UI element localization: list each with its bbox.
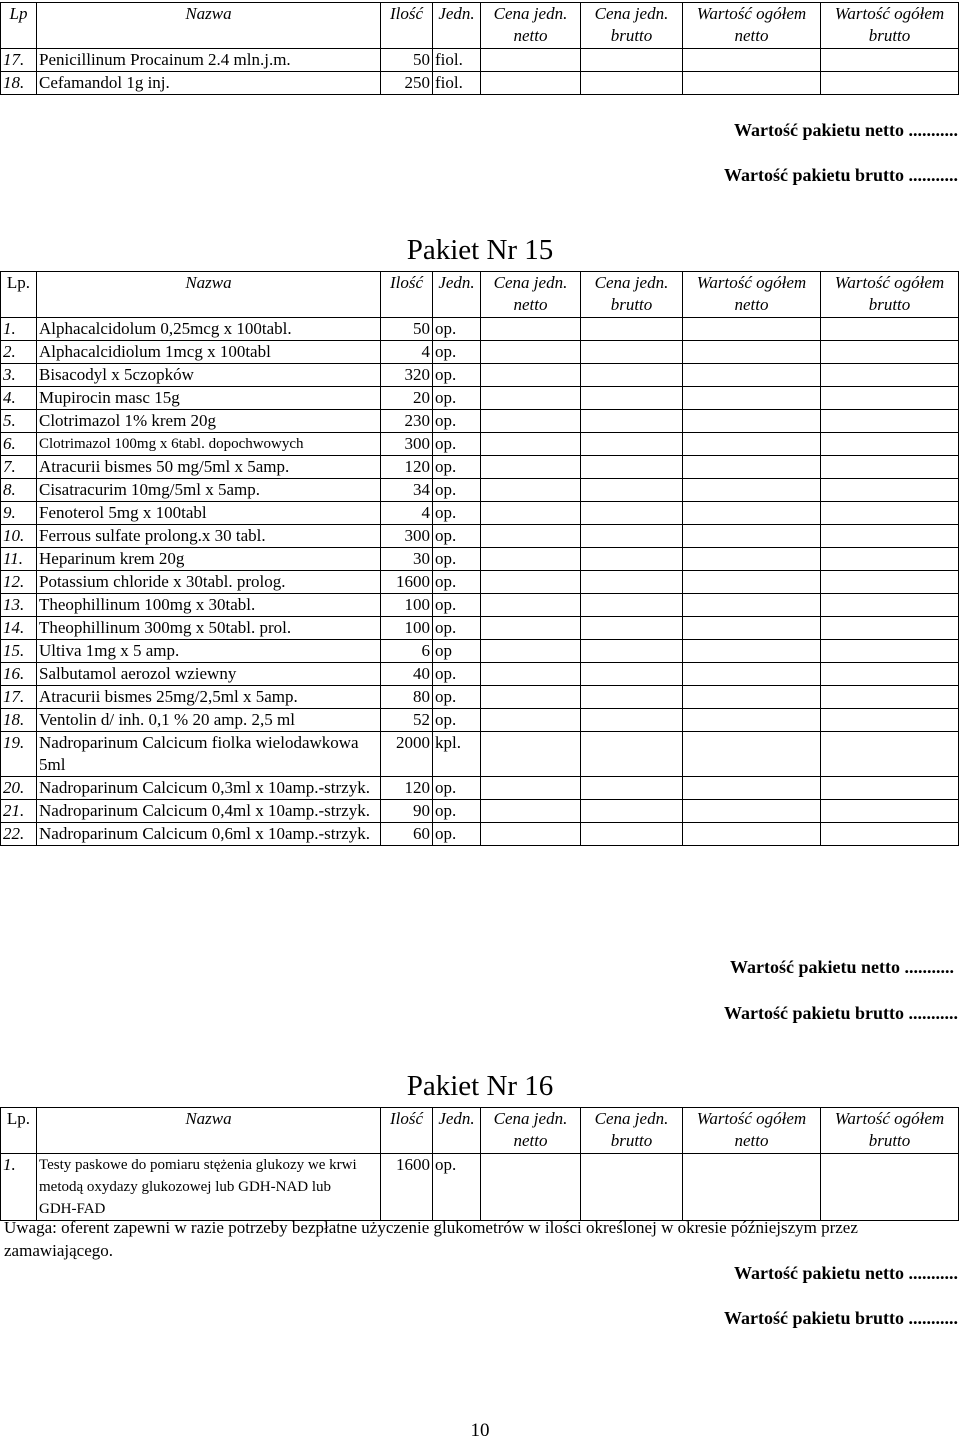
row-cena-netto — [481, 617, 581, 640]
table-row — [1, 800, 959, 823]
row-cena-netto — [481, 525, 581, 548]
row-nazwa: Nadroparinum Calcicum 0,4ml x 10amp.-strzyk. — [37, 800, 381, 823]
row-wartosc-netto — [683, 49, 821, 72]
header-lp: Lp — [1, 3, 37, 49]
row-wartosc-netto — [683, 777, 821, 800]
row-nazwa: Heparinum krem 20g — [37, 548, 381, 571]
pakiet15-title: Pakiet Nr 15 — [406, 234, 554, 266]
row-cena-brutto — [581, 479, 683, 502]
row-wartosc-brutto — [821, 548, 959, 571]
row-nazwa: Ultiva 1mg x 5 amp. — [37, 640, 381, 663]
table-row — [1, 686, 959, 709]
row-jedn: op. — [433, 800, 481, 823]
row-wartosc-netto — [683, 663, 821, 686]
header-ilosc: Ilość — [381, 1108, 433, 1154]
row-wartosc-brutto — [821, 49, 959, 72]
row-wartosc-brutto — [821, 732, 959, 777]
row-wartosc-brutto — [821, 479, 959, 502]
pakiet14-sum-netto: Wartość pakietu netto ........... — [734, 120, 958, 140]
row-wartosc-netto — [683, 548, 821, 571]
row-cena-brutto — [581, 594, 683, 617]
row-cena-netto — [481, 548, 581, 571]
row-ilosc: 4 — [381, 341, 433, 364]
row-wartosc-brutto — [821, 686, 959, 709]
header-cena-brutto: Cena jedn. brutto — [581, 3, 683, 49]
header-wartosc-netto: Wartość ogółem netto — [683, 1108, 821, 1154]
table-row — [1, 709, 959, 732]
row-jedn: op. — [433, 709, 481, 732]
row-cena-netto — [481, 800, 581, 823]
pakiet15-sum-brutto: Wartość pakietu brutto ........... — [724, 1003, 958, 1023]
row-wartosc-brutto — [821, 594, 959, 617]
row-lp: 1. — [1, 318, 37, 341]
row-jedn: fiol. — [433, 49, 481, 72]
row-lp: 11. — [1, 548, 37, 571]
row-cena-brutto — [581, 640, 683, 663]
table-row — [1, 617, 959, 640]
row-cena-brutto — [581, 72, 683, 95]
row-nazwa: Theophillinum 100mg x 30tabl. — [37, 594, 381, 617]
row-ilosc: 50 — [381, 49, 433, 72]
row-lp: 2. — [1, 341, 37, 364]
row-jedn: op. — [433, 594, 481, 617]
header-cena-netto: Cena jedn. netto — [481, 3, 581, 49]
row-nazwa: Fenoterol 5mg x 100tabl — [37, 502, 381, 525]
row-jedn: kpl. — [433, 732, 481, 777]
pakiet16-sum-brutto: Wartość pakietu brutto ........... — [724, 1308, 958, 1328]
row-lp: 3. — [1, 364, 37, 387]
row-wartosc-netto — [683, 72, 821, 95]
header-wartosc-brutto: Wartość ogółem brutto — [821, 272, 959, 318]
table-row — [1, 318, 959, 341]
row-cena-brutto — [581, 387, 683, 410]
row-lp: 5. — [1, 410, 37, 433]
row-wartosc-netto — [683, 800, 821, 823]
row-wartosc-netto — [683, 732, 821, 777]
page-number: 10 — [470, 1420, 490, 1441]
header-nazwa: Nazwa — [37, 1108, 381, 1154]
row-nazwa: Atracurii bismes 25mg/2,5ml x 5amp. — [37, 686, 381, 709]
row-wartosc-brutto — [821, 571, 959, 594]
row-cena-netto — [481, 1154, 581, 1221]
row-jedn: fiol. — [433, 72, 481, 95]
row-nazwa: Clotrimazol 1% krem 20g — [37, 410, 381, 433]
header-cena-brutto: Cena jedn. brutto — [581, 272, 683, 318]
row-ilosc: 100 — [381, 594, 433, 617]
row-wartosc-netto — [683, 502, 821, 525]
row-ilosc: 90 — [381, 800, 433, 823]
row-lp: 9. — [1, 502, 37, 525]
header-wartosc-netto: Wartość ogółem netto — [683, 3, 821, 49]
row-wartosc-brutto — [821, 663, 959, 686]
header-cena-netto: Cena jedn. netto — [481, 272, 581, 318]
row-cena-brutto — [581, 49, 683, 72]
row-nazwa: Mupirocin masc 15g — [37, 387, 381, 410]
row-nazwa: Alphacalcidiolum 1mcg x 100tabl — [37, 341, 381, 364]
row-wartosc-netto — [683, 1154, 821, 1221]
row-ilosc: 300 — [381, 525, 433, 548]
header-lp: Lp. — [1, 1108, 37, 1154]
row-ilosc: 30 — [381, 548, 433, 571]
row-ilosc: 2000 — [381, 732, 433, 777]
row-cena-brutto — [581, 1154, 683, 1221]
row-wartosc-brutto — [821, 387, 959, 410]
row-cena-brutto — [581, 571, 683, 594]
row-cena-brutto — [581, 732, 683, 777]
row-wartosc-netto — [683, 594, 821, 617]
row-nazwa: Nadroparinum Calcicum 0,6ml x 10amp.-strzyk. — [37, 823, 381, 846]
row-lp: 18. — [1, 72, 37, 95]
row-cena-netto — [481, 456, 581, 479]
row-cena-brutto — [581, 502, 683, 525]
row-jedn: op. — [433, 387, 481, 410]
row-lp: 7. — [1, 456, 37, 479]
row-jedn: op. — [433, 525, 481, 548]
row-jedn: op. — [433, 548, 481, 571]
row-lp: 19. — [1, 732, 37, 777]
row-ilosc: 6 — [381, 640, 433, 663]
row-wartosc-brutto — [821, 72, 959, 95]
row-ilosc: 4 — [381, 502, 433, 525]
row-cena-brutto — [581, 777, 683, 800]
table-row — [1, 548, 959, 571]
table-pakiet-14 — [0, 2, 959, 95]
row-jedn: op. — [433, 823, 481, 846]
row-cena-netto — [481, 640, 581, 663]
row-jedn: op. — [433, 1154, 481, 1221]
row-cena-netto — [481, 364, 581, 387]
row-ilosc: 34 — [381, 479, 433, 502]
table-row — [1, 732, 959, 777]
row-cena-netto — [481, 341, 581, 364]
row-wartosc-netto — [683, 525, 821, 548]
header-ilosc: Ilość — [381, 3, 433, 49]
row-wartosc-brutto — [821, 617, 959, 640]
row-lp: 20. — [1, 777, 37, 800]
table-row — [1, 49, 959, 72]
row-wartosc-netto — [683, 387, 821, 410]
row-ilosc: 40 — [381, 663, 433, 686]
row-wartosc-netto — [683, 640, 821, 663]
row-cena-netto — [481, 479, 581, 502]
pakiet16-sum-netto: Wartość pakietu netto ........... — [734, 1263, 958, 1283]
row-cena-brutto — [581, 548, 683, 571]
row-wartosc-netto — [683, 433, 821, 456]
row-wartosc-netto — [683, 479, 821, 502]
table-row — [1, 1154, 959, 1221]
row-wartosc-netto — [683, 341, 821, 364]
row-cena-brutto — [581, 364, 683, 387]
header-wartosc-netto: Wartość ogółem netto — [683, 272, 821, 318]
row-wartosc-brutto — [821, 410, 959, 433]
row-cena-netto — [481, 72, 581, 95]
row-lp: 22. — [1, 823, 37, 846]
row-jedn: op. — [433, 571, 481, 594]
row-jedn: op. — [433, 502, 481, 525]
row-ilosc: 1600 — [381, 571, 433, 594]
row-ilosc: 60 — [381, 823, 433, 846]
row-jedn: op. — [433, 617, 481, 640]
row-wartosc-brutto — [821, 709, 959, 732]
header-cena-brutto: Cena jedn. brutto — [581, 1108, 683, 1154]
row-nazwa: Alphacalcidolum 0,25mcg x 100tabl. — [37, 318, 381, 341]
row-nazwa: Penicillinum Procainum 2.4 mln.j.m. — [37, 49, 381, 72]
row-nazwa: Theophillinum 300mg x 50tabl. prol. — [37, 617, 381, 640]
header-cena-netto: Cena jedn. netto — [481, 1108, 581, 1154]
row-lp: 4. — [1, 387, 37, 410]
row-cena-netto — [481, 663, 581, 686]
row-jedn: op. — [433, 433, 481, 456]
header-wartosc-brutto: Wartość ogółem brutto — [821, 3, 959, 49]
row-lp: 14. — [1, 617, 37, 640]
row-ilosc: 100 — [381, 617, 433, 640]
row-cena-netto — [481, 686, 581, 709]
row-lp: 21. — [1, 800, 37, 823]
row-ilosc: 320 — [381, 364, 433, 387]
row-cena-netto — [481, 410, 581, 433]
row-cena-brutto — [581, 456, 683, 479]
row-nazwa: Cefamandol 1g inj. — [37, 72, 381, 95]
row-ilosc: 50 — [381, 318, 433, 341]
row-nazwa: Ferrous sulfate prolong.x 30 tabl. — [37, 525, 381, 548]
header-nazwa: Nazwa — [37, 272, 381, 318]
row-cena-netto — [481, 49, 581, 72]
row-cena-netto — [481, 594, 581, 617]
header-jedn: Jedn. — [433, 1108, 481, 1154]
row-ilosc: 120 — [381, 456, 433, 479]
header-jedn: Jedn. — [433, 3, 481, 49]
table-row — [1, 433, 959, 456]
row-wartosc-brutto — [821, 823, 959, 846]
row-jedn: op. — [433, 318, 481, 341]
header-wartosc-brutto: Wartość ogółem brutto — [821, 1108, 959, 1154]
row-jedn: op. — [433, 777, 481, 800]
table-row — [1, 364, 959, 387]
row-ilosc: 300 — [381, 433, 433, 456]
row-nazwa: Atracurii bismes 50 mg/5ml x 5amp. — [37, 456, 381, 479]
row-lp: 10. — [1, 525, 37, 548]
row-nazwa: Clotrimazol 100mg x 6tabl. dopochwowych — [37, 433, 381, 456]
table-row — [1, 594, 959, 617]
row-cena-netto — [481, 732, 581, 777]
row-cena-netto — [481, 387, 581, 410]
row-cena-brutto — [581, 410, 683, 433]
row-cena-netto — [481, 709, 581, 732]
row-wartosc-brutto — [821, 777, 959, 800]
row-nazwa: Salbutamol aerozol wziewny — [37, 663, 381, 686]
row-jedn: op — [433, 640, 481, 663]
row-nazwa: Ventolin d/ inh. 0,1 % 20 amp. 2,5 ml — [37, 709, 381, 732]
row-jedn: op. — [433, 341, 481, 364]
table-row — [1, 571, 959, 594]
row-wartosc-netto — [683, 823, 821, 846]
row-wartosc-brutto — [821, 364, 959, 387]
row-wartosc-brutto — [821, 502, 959, 525]
table-row — [1, 502, 959, 525]
row-wartosc-netto — [683, 686, 821, 709]
header-jedn: Jedn. — [433, 272, 481, 318]
row-wartosc-netto — [683, 364, 821, 387]
row-ilosc: 20 — [381, 387, 433, 410]
row-cena-brutto — [581, 433, 683, 456]
pakiet16-title: Pakiet Nr 16 — [406, 1070, 554, 1102]
row-cena-netto — [481, 318, 581, 341]
row-cena-brutto — [581, 318, 683, 341]
row-jedn: op. — [433, 364, 481, 387]
row-cena-brutto — [581, 800, 683, 823]
row-cena-netto — [481, 502, 581, 525]
header-lp: Lp. — [1, 272, 37, 318]
table-row — [1, 456, 959, 479]
row-cena-netto — [481, 777, 581, 800]
row-lp: 13. — [1, 594, 37, 617]
row-lp: 1. — [1, 1154, 37, 1221]
row-lp: 17. — [1, 686, 37, 709]
table-row — [1, 777, 959, 800]
row-cena-brutto — [581, 709, 683, 732]
table-row — [1, 663, 959, 686]
row-wartosc-netto — [683, 709, 821, 732]
row-ilosc: 80 — [381, 686, 433, 709]
row-lp: 17. — [1, 49, 37, 72]
header-nazwa: Nazwa — [37, 3, 381, 49]
row-lp: 12. — [1, 571, 37, 594]
row-lp: 16. — [1, 663, 37, 686]
row-jedn: op. — [433, 686, 481, 709]
row-cena-brutto — [581, 525, 683, 548]
row-ilosc: 250 — [381, 72, 433, 95]
row-lp: 8. — [1, 479, 37, 502]
table-pakiet-16 — [0, 1107, 959, 1221]
row-ilosc: 120 — [381, 777, 433, 800]
row-nazwa: Cisatracurim 10mg/5ml x 5amp. — [37, 479, 381, 502]
row-nazwa: Potassium chloride x 30tabl. prolog. — [37, 571, 381, 594]
row-wartosc-brutto — [821, 433, 959, 456]
table-row — [1, 72, 959, 95]
row-nazwa: Nadroparinum Calcicum 0,3ml x 10amp.-strzyk. — [37, 777, 381, 800]
pakiet16-note: Uwaga: oferent zapewni w razie potrzeby bezpłatne użyczenie glukometrów w ilości określonej w okresie późniejszym przez zamawiającego. — [4, 1218, 858, 1260]
row-wartosc-brutto — [821, 800, 959, 823]
table-row — [1, 525, 959, 548]
row-wartosc-brutto — [821, 1154, 959, 1221]
row-ilosc: 1600 — [381, 1154, 433, 1221]
row-wartosc-brutto — [821, 341, 959, 364]
row-cena-brutto — [581, 617, 683, 640]
pakiet14-sum-brutto: Wartość pakietu brutto ........... — [724, 165, 958, 185]
row-jedn: op. — [433, 479, 481, 502]
row-cena-netto — [481, 571, 581, 594]
row-wartosc-netto — [683, 410, 821, 433]
row-cena-brutto — [581, 823, 683, 846]
row-nazwa: Bisacodyl x 5czopków — [37, 364, 381, 387]
table-row — [1, 341, 959, 364]
table-row — [1, 387, 959, 410]
table-row — [1, 479, 959, 502]
row-cena-brutto — [581, 341, 683, 364]
header-ilosc: Ilość — [381, 272, 433, 318]
pakiet15-sum-netto: Wartość pakietu netto ........... — [730, 957, 954, 977]
row-wartosc-netto — [683, 456, 821, 479]
row-wartosc-brutto — [821, 456, 959, 479]
row-cena-brutto — [581, 663, 683, 686]
table-row — [1, 640, 959, 663]
row-ilosc: 52 — [381, 709, 433, 732]
row-nazwa: Nadroparinum Calcicum fiolka wielodawkowa 5ml — [37, 732, 381, 777]
row-cena-netto — [481, 823, 581, 846]
row-wartosc-brutto — [821, 640, 959, 663]
row-lp: 6. — [1, 433, 37, 456]
row-jedn: op. — [433, 410, 481, 433]
table-row — [1, 410, 959, 433]
row-nazwa: Testy paskowe do pomiaru stężenia glukozy we krwi metodą oxydazy glukozowej lub GDH-NAD lub GDH-FAD — [37, 1154, 381, 1221]
row-wartosc-netto — [683, 617, 821, 640]
table-row — [1, 823, 959, 846]
row-cena-netto — [481, 433, 581, 456]
row-wartosc-brutto — [821, 525, 959, 548]
row-lp: 15. — [1, 640, 37, 663]
row-jedn: op. — [433, 456, 481, 479]
row-wartosc-netto — [683, 318, 821, 341]
row-lp: 18. — [1, 709, 37, 732]
row-ilosc: 230 — [381, 410, 433, 433]
row-wartosc-brutto — [821, 318, 959, 341]
row-cena-brutto — [581, 686, 683, 709]
table-pakiet-15 — [0, 271, 959, 846]
row-jedn: op. — [433, 663, 481, 686]
row-wartosc-netto — [683, 571, 821, 594]
